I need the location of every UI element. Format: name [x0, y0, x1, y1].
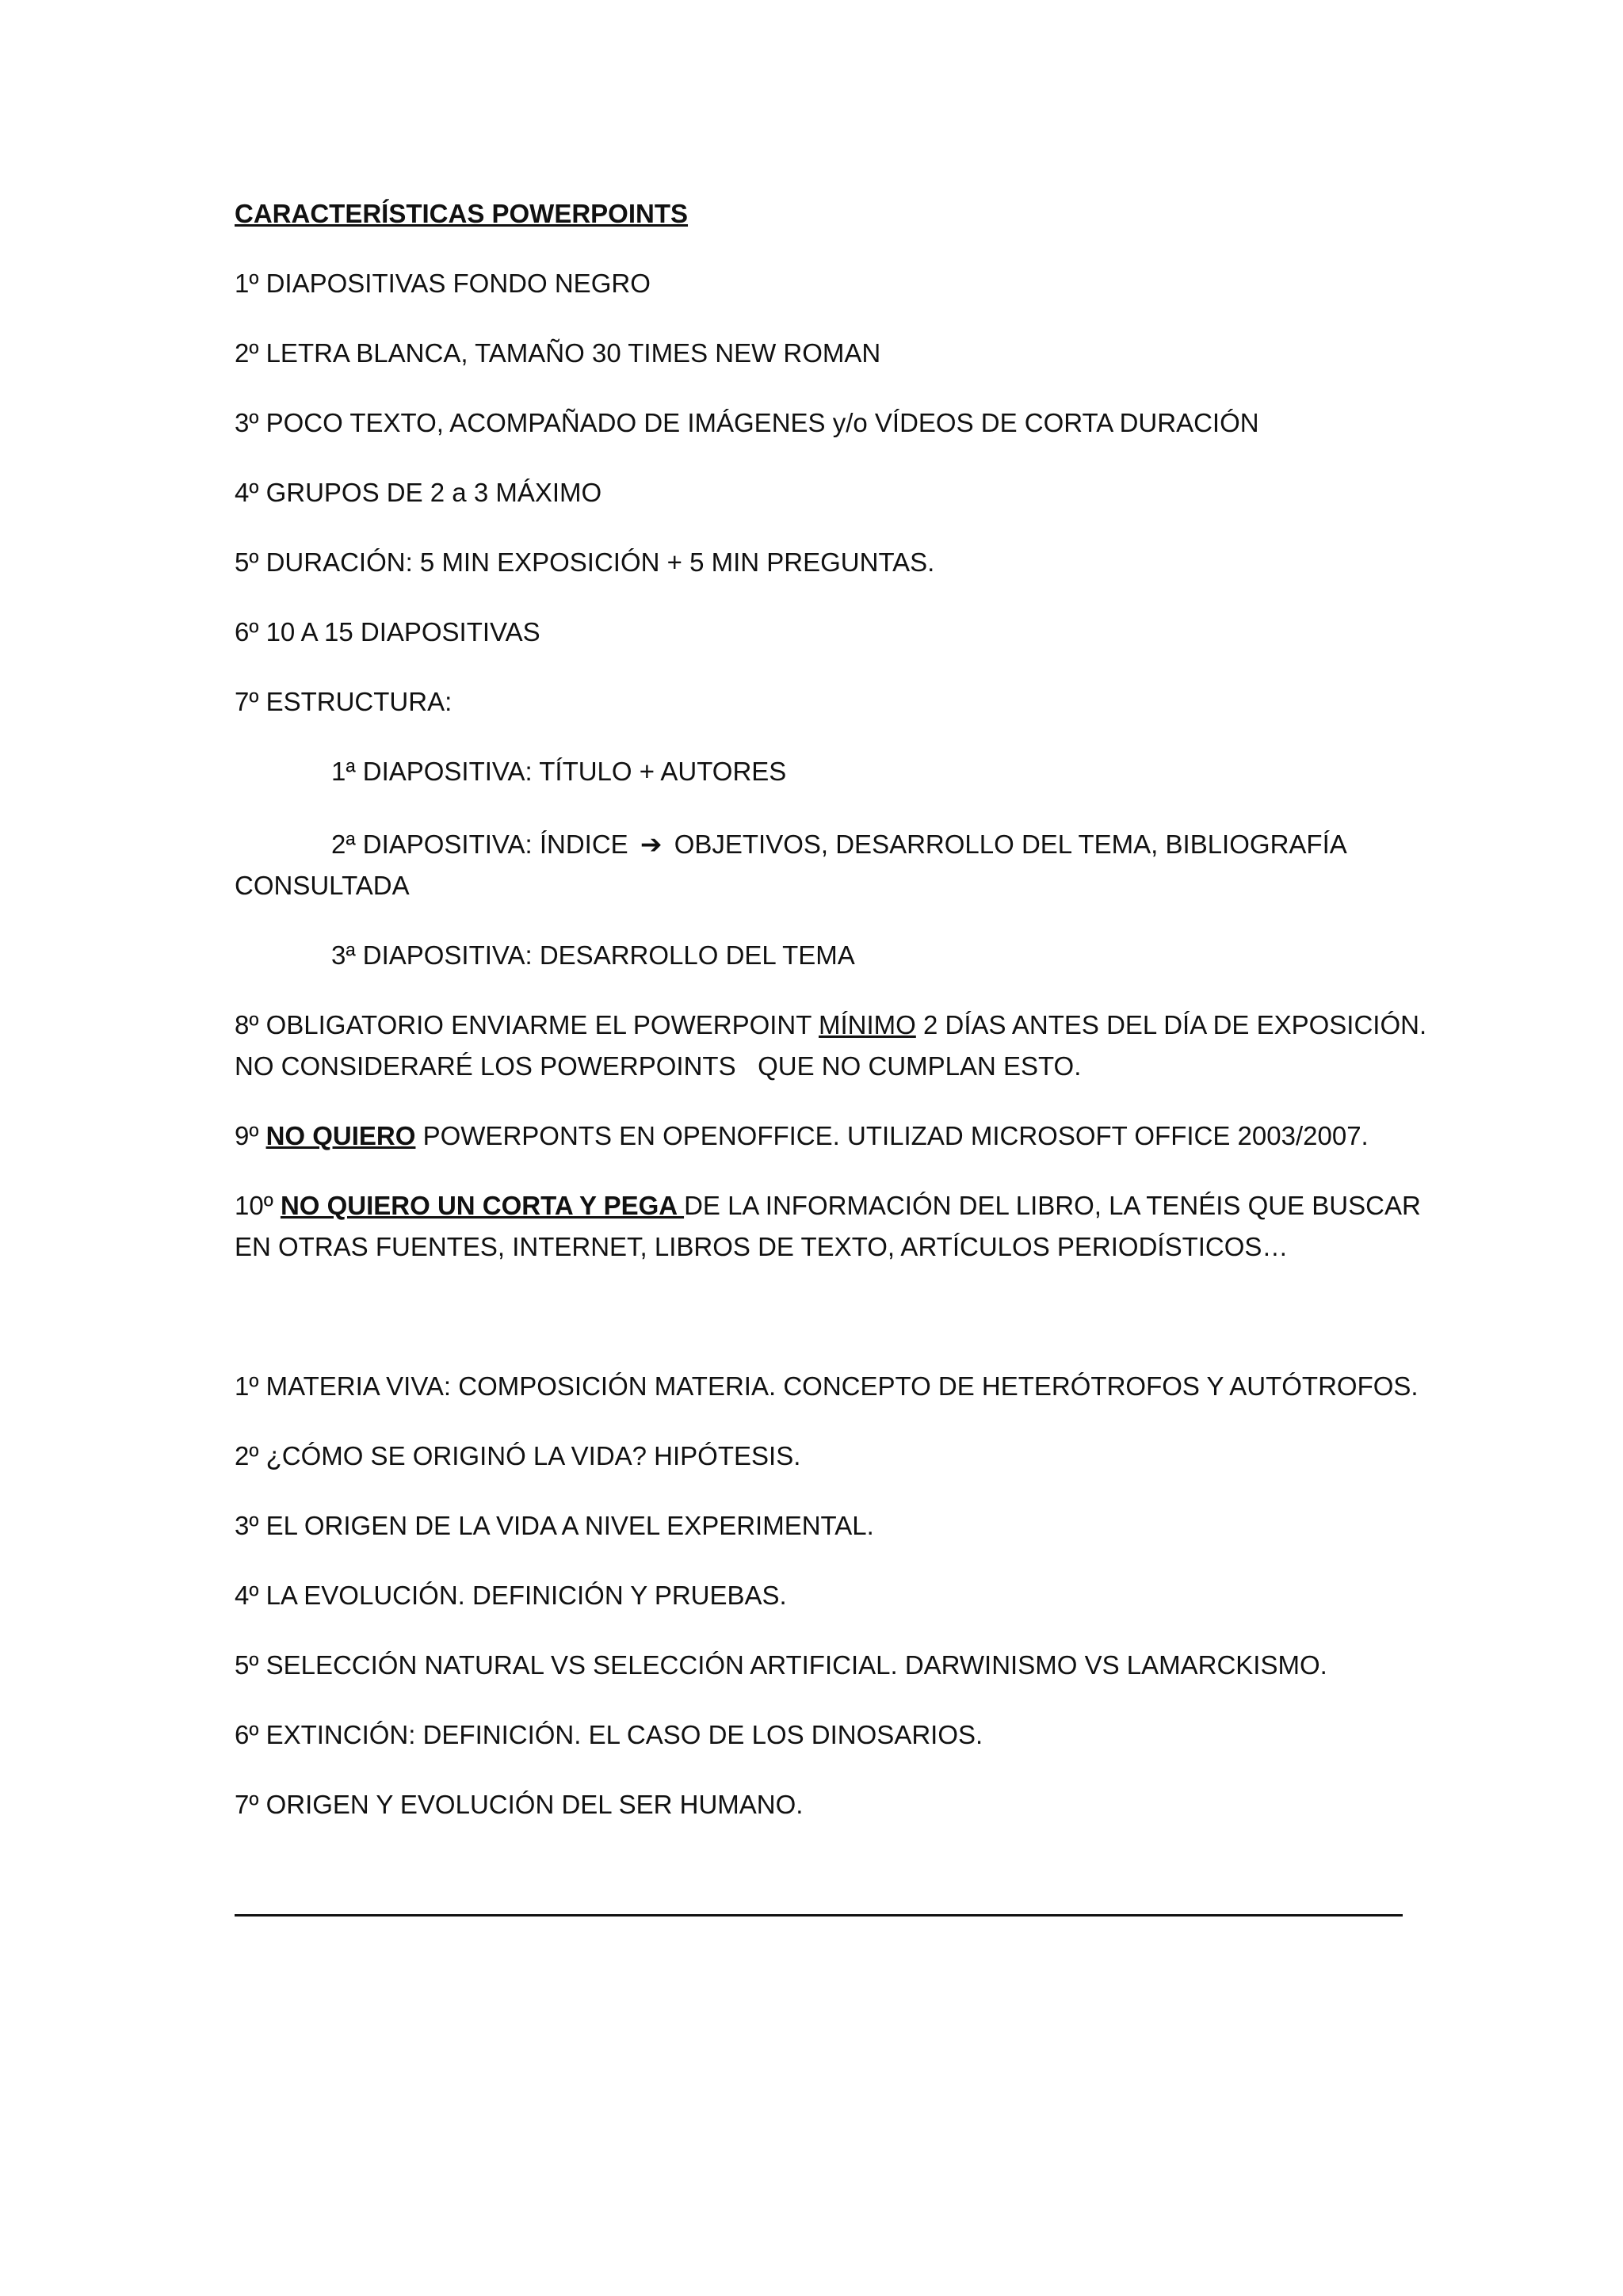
rule-9-prefix: 9º	[235, 1121, 266, 1150]
rule-3: 3º POCO TEXTO, ACOMPAÑADO DE IMÁGENES y/o VÍDEOS DE CORTA DURACIÓN	[235, 408, 1259, 437]
rule-9	[235, 1120, 1369, 1152]
rule-9-emphasis: NO QUIERO	[265, 1121, 416, 1150]
rule-4: 4º GRUPOS DE 2 a 3 MÁXIMO	[235, 478, 602, 507]
rule-7-slide-2-suffix: OBJETIVOS, DESARROLLO DEL TEMA, BIBLIOGRAFÍA	[674, 830, 1347, 859]
rule-7-slide-1: 1ª DIAPOSITIVA: TÍTULO + AUTORES	[331, 757, 787, 786]
rule-6: 6º 10 A 15 DIAPOSITIVAS	[235, 617, 540, 646]
arrow-right-icon: ➔	[640, 830, 663, 859]
rule-7: 7º ESTRUCTURA:	[235, 687, 453, 716]
rule-10-suffix: DE LA INFORMACIÓN DEL LIBRO, LA TENÉIS QUE BUSCAR	[684, 1191, 1421, 1220]
topic-item: 6º EXTINCIÓN: DEFINICIÓN. EL CASO DE LOS DINOSARIOS.	[235, 1720, 983, 1749]
horizontal-divider	[235, 1914, 1403, 1917]
rule-8-prefix: 8º OBLIGATORIO ENVIARME EL POWERPOINT	[235, 1010, 819, 1039]
rule-8-continuation	[235, 1051, 1081, 1082]
rule-10-emphasis: NO QUIERO UN CORTA Y PEGA	[280, 1191, 685, 1220]
document-title: CARACTERÍSTICAS POWERPOINTS	[235, 199, 689, 228]
rule-8	[235, 1009, 1426, 1041]
rule-8-emphasis: MÍNIMO	[819, 1010, 916, 1039]
rule-7-slide-2-prefix: 2ª DIAPOSITIVA: ÍNDICE	[331, 830, 628, 859]
rule-10-continuation: EN OTRAS FUENTES, INTERNET, LIBROS DE TEXTO, ARTÍCULOS PERIODÍSTICOS…	[235, 1232, 1289, 1261]
topic-item: 1º MATERIA VIVA: COMPOSICIÓN MATERIA. CONCEPTO DE HETERÓTROFOS Y AUTÓTROFOS.	[235, 1371, 1419, 1401]
topic-item: 2º ¿CÓMO SE ORIGINÓ LA VIDA? HIPÓTESIS.	[235, 1441, 801, 1470]
rule-2: 2º LETRA BLANCA, TAMAÑO 30 TIMES NEW ROMAN	[235, 338, 881, 368]
rule-5: 5º DURACIÓN: 5 MIN EXPOSICIÓN + 5 MIN PREGUNTAS.	[235, 547, 935, 577]
rule-8-continuation-text: NO CONSIDERARÉ LOS POWERPOINTS QUE NO CUMPLAN ESTO.	[235, 1051, 1082, 1081]
topic-item: 7º ORIGEN Y EVOLUCIÓN DEL SER HUMANO.	[235, 1790, 804, 1819]
rule-9-suffix: POWERPONTS EN OPENOFFICE. UTILIZAD MICROSOFT OFFICE 2003/2007.	[415, 1121, 1369, 1150]
topic-item: 5º SELECCIÓN NATURAL VS SELECCIÓN ARTIFICIAL. DARWINISMO VS LAMARCKISMO.	[235, 1650, 1327, 1680]
rule-10-prefix: 10º	[235, 1191, 281, 1220]
topic-item: 4º LA EVOLUCIÓN. DEFINICIÓN Y PRUEBAS.	[235, 1581, 787, 1610]
topic-item: 3º EL ORIGEN DE LA VIDA A NIVEL EXPERIMENTAL.	[235, 1511, 874, 1540]
rule-7-slide-2-continuation: CONSULTADA	[235, 871, 410, 900]
rule-8-suffix: 2 DÍAS ANTES DEL DÍA DE EXPOSICIÓN.	[915, 1010, 1427, 1039]
rule-7-slide-3: 3ª DIAPOSITIVA: DESARROLLO DEL TEMA	[331, 940, 855, 970]
rule-1: 1º DIAPOSITIVAS FONDO NEGRO	[235, 269, 651, 298]
rule-10	[235, 1190, 1421, 1222]
rule-7-slide-2	[331, 829, 1347, 860]
